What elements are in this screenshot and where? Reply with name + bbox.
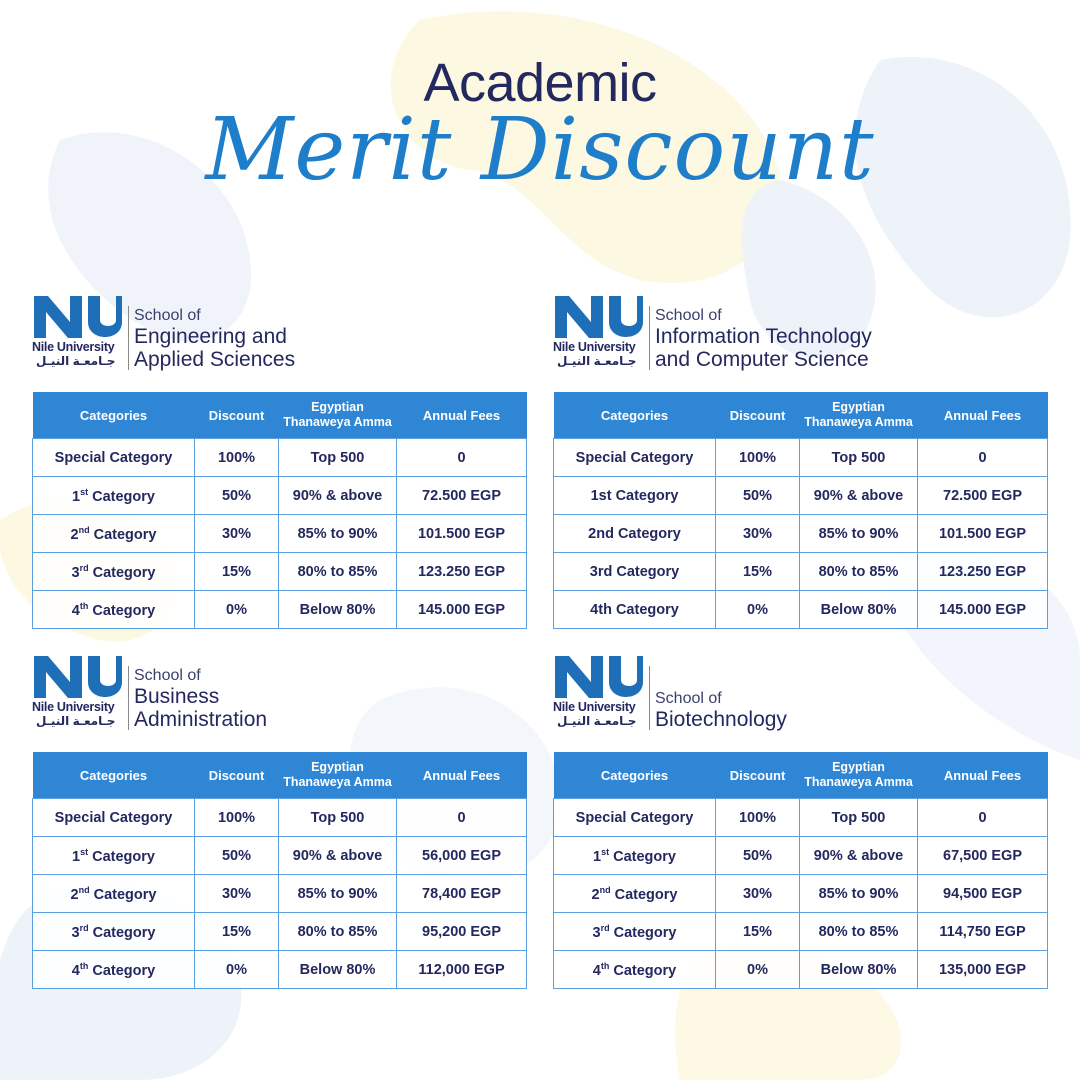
school-name-block (655, 690, 787, 731)
annual-fees-cell: 72.500 EGP (918, 477, 1048, 515)
annual-fees-cell: 72.500 EGP (397, 477, 527, 515)
annual-fees-cell: 101.500 EGP (918, 515, 1048, 553)
school-name-block (134, 667, 267, 731)
table-row (554, 553, 1048, 591)
discount-cell: 100% (195, 439, 279, 477)
discount-cell: 15% (195, 553, 279, 591)
category-cell: 1st Category (554, 837, 716, 875)
title-merit-discount: Merit Discount (205, 100, 875, 200)
discount-cell: 0% (716, 591, 800, 629)
title-academic: Academic (423, 53, 657, 113)
annual-fees-cell: 94,500 EGP (918, 875, 1048, 913)
annual-fees-cell: 135,000 EGP (918, 951, 1048, 989)
fees-table (32, 752, 527, 989)
header-divider (649, 666, 650, 730)
table-row (33, 799, 527, 837)
table-row (33, 837, 527, 875)
table-row (554, 875, 1048, 913)
annual-fees-cell: 101.500 EGP (397, 515, 527, 553)
column-header: Annual Fees (397, 392, 527, 439)
school-header (553, 292, 1047, 376)
thanaweya-cell: 80% to 85% (279, 553, 397, 591)
nile-university-arabic-label: جـامعـة النيـل (557, 714, 637, 728)
category-cell: 4th Category (554, 951, 716, 989)
discount-cell: 30% (195, 875, 279, 913)
nile-university-logo (32, 652, 122, 732)
school-prefix: School of (134, 667, 201, 684)
table-row (554, 515, 1048, 553)
discount-cell: 50% (716, 477, 800, 515)
thanaweya-cell: Top 500 (800, 799, 918, 837)
table-header-row (33, 392, 527, 439)
school-prefix: School of (655, 690, 722, 707)
column-header: Egyptian Thanaweya Amma (800, 752, 918, 799)
thanaweya-cell: 90% & above (279, 477, 397, 515)
annual-fees-cell: 0 (397, 799, 527, 837)
nu-logo-icon (32, 652, 122, 700)
column-header: Annual Fees (397, 752, 527, 799)
nile-university-arabic-label: جـامعـة النيـل (36, 354, 116, 368)
category-cell: 1st Category (554, 477, 716, 515)
column-header: Egyptian Thanaweya Amma (800, 392, 918, 439)
category-cell: 1st Category (33, 837, 195, 875)
nu-logo-icon (32, 292, 122, 340)
discount-cell: 15% (716, 913, 800, 951)
column-header: Discount (195, 752, 279, 799)
annual-fees-cell: 67,500 EGP (918, 837, 1048, 875)
table-row (33, 591, 527, 629)
thanaweya-cell: 90% & above (800, 837, 918, 875)
thanaweya-cell: 85% to 90% (279, 515, 397, 553)
thanaweya-cell: 90% & above (800, 477, 918, 515)
discount-cell: 50% (716, 837, 800, 875)
column-header: Categories (554, 392, 716, 439)
discount-cell: 0% (716, 951, 800, 989)
thanaweya-cell: 80% to 85% (800, 913, 918, 951)
annual-fees-cell: 123.250 EGP (918, 553, 1048, 591)
header-divider (128, 666, 129, 730)
table-row (554, 439, 1048, 477)
school-name-line1: Engineering and (134, 325, 287, 348)
school-prefix: School of (134, 307, 201, 324)
annual-fees-cell: 145.000 EGP (397, 591, 527, 629)
table-row (33, 951, 527, 989)
table-row (33, 875, 527, 913)
school-header (32, 292, 526, 376)
category-cell: Special Category (33, 439, 195, 477)
table-row (33, 553, 527, 591)
school-panel-it-cs (553, 292, 1047, 629)
thanaweya-cell: Top 500 (279, 439, 397, 477)
discount-cell: 100% (716, 799, 800, 837)
discount-cell: 15% (716, 553, 800, 591)
column-header: Annual Fees (918, 392, 1048, 439)
annual-fees-cell: 0 (397, 439, 527, 477)
school-panel-business (32, 652, 526, 989)
column-header: Categories (33, 752, 195, 799)
school-panel-engineering (32, 292, 526, 629)
nile-university-arabic-label: جـامعـة النيـل (36, 714, 116, 728)
thanaweya-cell: Below 80% (279, 591, 397, 629)
fees-table (553, 752, 1048, 989)
category-cell: 2nd Category (33, 875, 195, 913)
school-name-block (134, 307, 295, 371)
table-row (33, 439, 527, 477)
nile-university-label: Nile University (553, 700, 636, 714)
nu-logo-icon (553, 292, 643, 340)
discount-cell: 30% (195, 515, 279, 553)
column-header: Categories (554, 752, 716, 799)
nile-university-logo (32, 292, 122, 372)
annual-fees-cell: 0 (918, 799, 1048, 837)
column-header: Egyptian Thanaweya Amma (279, 392, 397, 439)
annual-fees-cell: 145.000 EGP (918, 591, 1048, 629)
thanaweya-cell: Below 80% (279, 951, 397, 989)
annual-fees-cell: 123.250 EGP (397, 553, 527, 591)
thanaweya-cell: 80% to 85% (279, 913, 397, 951)
category-cell: 4th Category (33, 951, 195, 989)
table-row (33, 913, 527, 951)
fees-table (553, 392, 1048, 629)
school-name-line2: and Computer Science (655, 348, 869, 371)
category-cell: Special Category (554, 799, 716, 837)
school-name-block (655, 307, 872, 371)
thanaweya-cell: 90% & above (279, 837, 397, 875)
table-row (554, 913, 1048, 951)
table-row (554, 591, 1048, 629)
school-name-line2: Applied Sciences (134, 348, 296, 371)
column-header: Annual Fees (918, 752, 1048, 799)
discount-cell: 100% (716, 439, 800, 477)
nile-university-label: Nile University (32, 340, 115, 354)
table-header-row (554, 752, 1048, 799)
annual-fees-cell: 112,000 EGP (397, 951, 527, 989)
category-cell: Special Category (33, 799, 195, 837)
discount-cell: 50% (195, 477, 279, 515)
school-prefix: School of (655, 307, 722, 324)
category-cell: 2nd Category (554, 515, 716, 553)
category-cell: 2nd Category (554, 875, 716, 913)
school-header (553, 652, 1047, 736)
table-row (33, 515, 527, 553)
discount-cell: 30% (716, 875, 800, 913)
table-header-row (33, 752, 527, 799)
discount-cell: 100% (195, 799, 279, 837)
annual-fees-cell: 114,750 EGP (918, 913, 1048, 951)
column-header: Discount (195, 392, 279, 439)
column-header: Discount (716, 392, 800, 439)
column-header: Egyptian Thanaweya Amma (279, 752, 397, 799)
thanaweya-cell: Top 500 (800, 439, 918, 477)
annual-fees-cell: 78,400 EGP (397, 875, 527, 913)
discount-cell: 50% (195, 837, 279, 875)
table-header-row (554, 392, 1048, 439)
nile-university-logo (553, 292, 643, 372)
category-cell: 4th Category (554, 591, 716, 629)
category-cell: Special Category (554, 439, 716, 477)
school-name-line2: Biotechnology (655, 708, 787, 731)
header-divider (649, 306, 650, 370)
category-cell: 2nd Category (33, 515, 195, 553)
category-cell: 3rd Category (33, 553, 195, 591)
nile-university-label: Nile University (32, 700, 115, 714)
discount-cell: 0% (195, 951, 279, 989)
annual-fees-cell: 56,000 EGP (397, 837, 527, 875)
category-cell: 4th Category (33, 591, 195, 629)
column-header: Categories (33, 392, 195, 439)
school-name-line1: Business (134, 685, 220, 708)
annual-fees-cell: 95,200 EGP (397, 913, 527, 951)
discount-cell: 0% (195, 591, 279, 629)
thanaweya-cell: 85% to 90% (800, 875, 918, 913)
category-cell: 1st Category (33, 477, 195, 515)
thanaweya-cell: Top 500 (279, 799, 397, 837)
category-cell: 3rd Category (554, 913, 716, 951)
thanaweya-cell: Below 80% (800, 951, 918, 989)
category-cell: 3rd Category (33, 913, 195, 951)
school-name-line2: Administration (134, 708, 268, 731)
header-divider (128, 306, 129, 370)
fees-table (32, 392, 527, 629)
discount-cell: 15% (195, 913, 279, 951)
nile-university-logo (553, 652, 643, 732)
thanaweya-cell: Below 80% (800, 591, 918, 629)
nile-university-arabic-label: جـامعـة النيـل (557, 354, 637, 368)
thanaweya-cell: 85% to 90% (279, 875, 397, 913)
discount-cell: 30% (716, 515, 800, 553)
column-header: Discount (716, 752, 800, 799)
thanaweya-cell: 80% to 85% (800, 553, 918, 591)
school-header (32, 652, 526, 736)
school-panel-biotechnology (553, 652, 1047, 989)
thanaweya-cell: 85% to 90% (800, 515, 918, 553)
table-row (33, 477, 527, 515)
nile-university-label: Nile University (553, 340, 636, 354)
table-row (554, 951, 1048, 989)
annual-fees-cell: 0 (918, 439, 1048, 477)
table-row (554, 837, 1048, 875)
category-cell: 3rd Category (554, 553, 716, 591)
table-row (554, 799, 1048, 837)
school-name-line1: Information Technology (655, 325, 872, 348)
nu-logo-icon (553, 652, 643, 700)
table-row (554, 477, 1048, 515)
